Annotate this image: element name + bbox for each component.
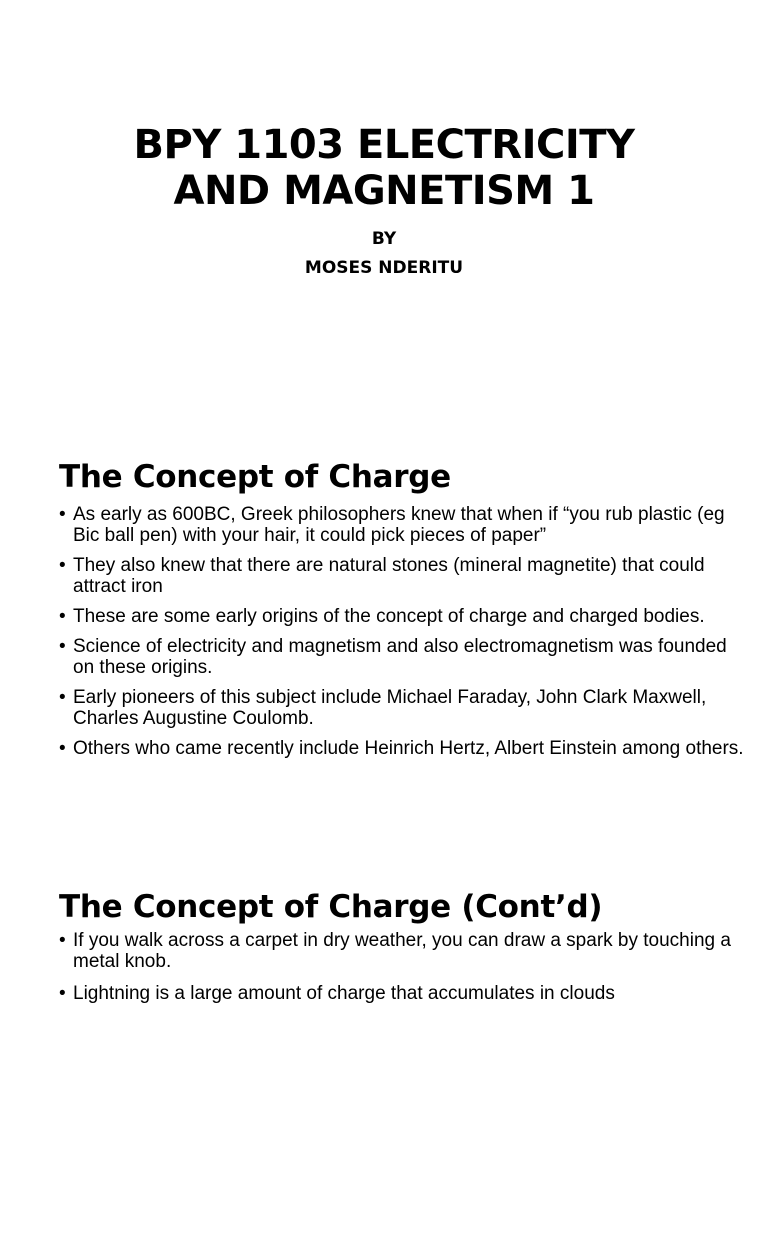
course-title	[0, 122, 768, 214]
title-slide	[0, 0, 768, 400]
bullet-item	[59, 636, 749, 678]
bullet-list	[59, 930, 749, 1015]
bullet-item	[59, 555, 749, 597]
concept-of-charge-slide	[0, 440, 768, 820]
bullet-item	[59, 687, 749, 729]
slide-heading: The Concept of Charge (Cont’d)	[59, 889, 603, 925]
course-title-line: AND MAGNETISM 1	[173, 168, 595, 214]
bullet-text: Others who came recently include Heinrich Hertz, Albert Einstein among others.	[73, 738, 744, 759]
bullet-text: These are some early origins of the concept of charge and charged bodies.	[73, 606, 705, 627]
bullet-item	[59, 504, 749, 546]
bullet-icon: •	[59, 930, 66, 951]
bullet-text: Early pioneers of this subject include Michael Faraday, John Clark Maxwell, Charles Augustine Coulomb.	[73, 687, 707, 729]
bullet-item	[59, 606, 749, 627]
bullet-text: They also knew that there are natural stones (mineral magnetite) that could attract iron	[73, 555, 705, 597]
bullet-text: Lightning is a large amount of charge that accumulates in clouds	[73, 983, 615, 1004]
author-name: MOSES NDERITU	[304, 258, 464, 278]
bullet-text: If you walk across a carpet in dry weather, you can draw a spark by touching a metal knob.	[73, 930, 731, 972]
by-label: BY	[371, 229, 397, 249]
concept-of-charge-contd-slide	[0, 870, 768, 1250]
bullet-icon: •	[59, 687, 66, 708]
bullet-icon: •	[59, 504, 66, 525]
course-title-line: BPY 1103 ELECTRICITY	[133, 122, 635, 168]
bullet-icon: •	[59, 606, 66, 627]
slide-heading: The Concept of Charge	[59, 459, 451, 495]
bullet-item	[59, 738, 749, 759]
bullet-text: Science of electricity and magnetism and also electromagnetism was founded on these origins.	[73, 636, 727, 678]
bullet-icon: •	[59, 738, 66, 759]
bullet-icon: •	[59, 555, 66, 576]
bullet-icon: •	[59, 636, 66, 657]
bullet-icon: •	[59, 983, 66, 1004]
bullet-item	[59, 930, 749, 972]
bullet-list	[59, 504, 749, 768]
bullet-item	[59, 983, 749, 1004]
bullet-text: As early as 600BC, Greek philosophers knew that when if “you rub plastic (eg Bic ball pen) with your hair, it could pick pieces of paper”	[73, 504, 725, 546]
